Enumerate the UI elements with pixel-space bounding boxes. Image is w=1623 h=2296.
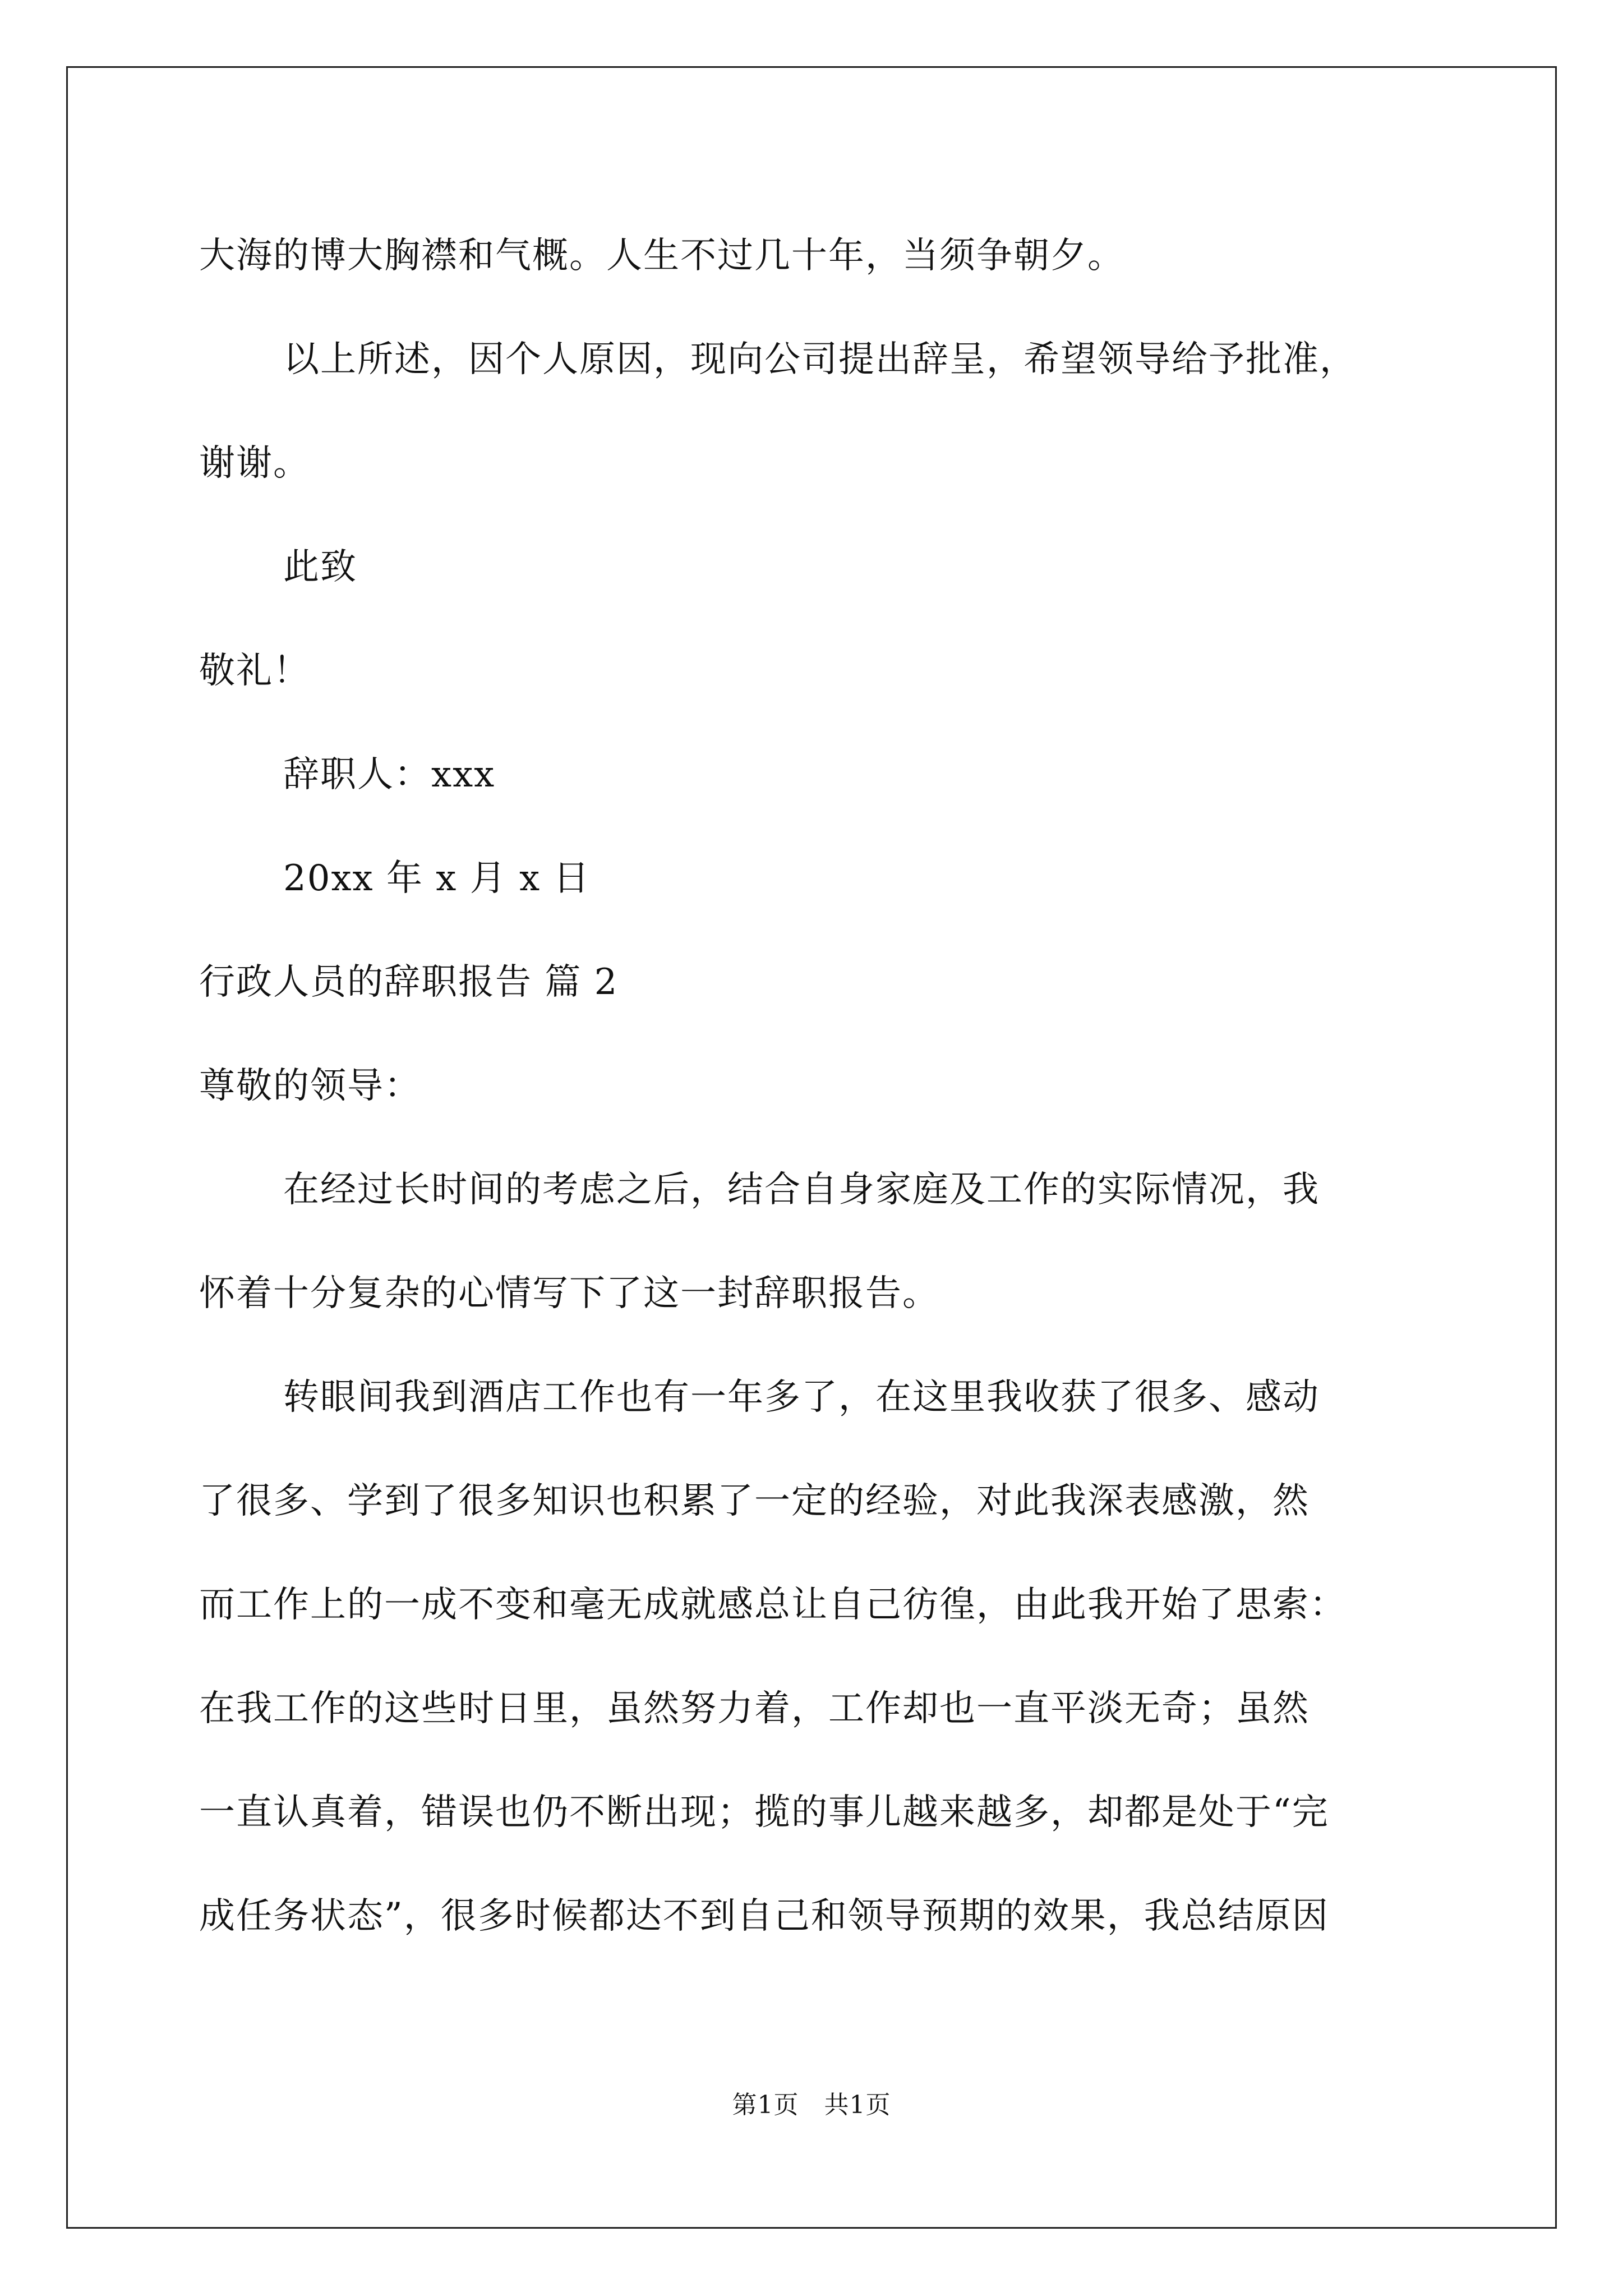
page-footer: 第1页 共1页 (732, 2091, 891, 2119)
closing-regards: 敬礼！ (199, 650, 310, 692)
body-line-9: 在我工作的这些时日里，虽然努力着，工作却也一直平淡无奇；虽然 (199, 1688, 1310, 1729)
section-heading: 行政人员的辞职报告 篇 2 (199, 961, 619, 1003)
body-line-4: 在经过长时间的考虑之后，结合自身家庭及工作的实际情况，我 (283, 1169, 1320, 1211)
body-line-6: 转眼间我到酒店工作也有一年多了，在这里我收获了很多、感动 (283, 1377, 1320, 1418)
body-line-5: 怀着十分复杂的心情写下了这一封辞职报告。 (199, 1273, 939, 1314)
signature-line: 辞职人：xxx (283, 754, 496, 795)
body-line-1: 大海的博大胸襟和气概。人生不过几十年，当须争朝夕。 (199, 235, 1124, 277)
greeting: 尊敬的领导： (199, 1065, 421, 1107)
body-line-3: 谢谢。 (199, 443, 310, 484)
date-line: 20xx 年 x 月 x 日 (283, 858, 591, 899)
body-line-7: 了很多、学到了很多知识也积累了一定的经验，对此我深表感激，然 (199, 1480, 1310, 1522)
body-line-10: 一直认真着，错误也仍不断出现；揽的事儿越来越多，却都是处于“完 (199, 1792, 1329, 1833)
closing-salutation: 此致 (283, 546, 357, 588)
body-line-11: 成任务状态”，很多时候都达不到自己和领导预期的效果，我总结原因 (199, 1895, 1329, 1937)
body-line-2: 以上所述，因个人原因，现向公司提出辞呈，希望领导给予批准， (283, 339, 1357, 380)
body-line-8: 而工作上的一成不变和毫无成就感总让自己彷徨，由此我开始了思索： (199, 1584, 1347, 1626)
